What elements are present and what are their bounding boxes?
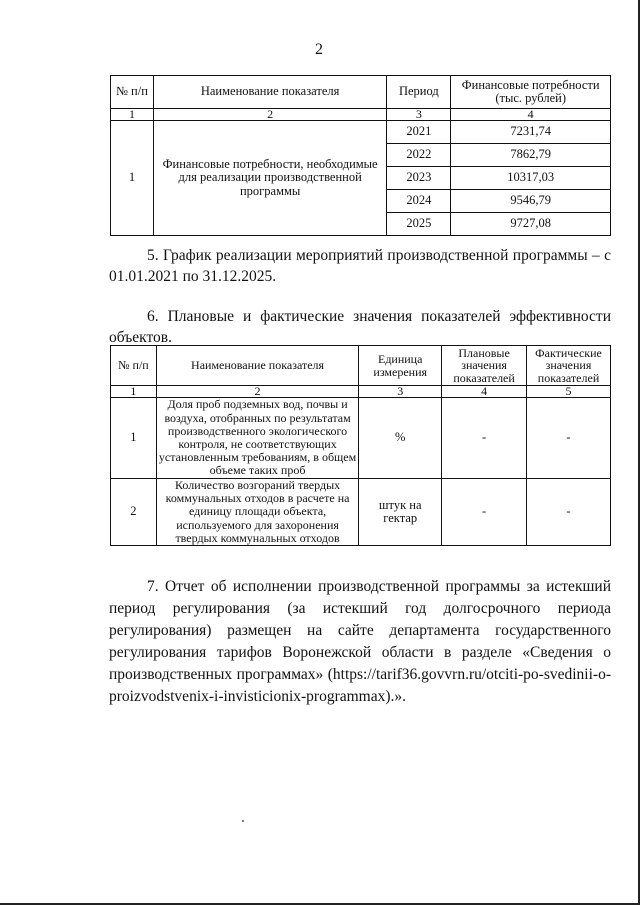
page-number: 2: [315, 41, 323, 58]
paragraph-text: 5. График реализации мероприятий производственной программы – с: [147, 247, 611, 264]
header-cell: Фактические значения показателей: [527, 346, 611, 386]
scan-speck: [242, 820, 244, 822]
column-number: 3: [387, 109, 451, 121]
indicator-name: Количество возгораний твердых коммунальных отходов в расчете на единицу площади объекта, используемого для захоронения твердых коммунальных отходов: [156, 479, 358, 546]
column-number-row: [111, 109, 611, 121]
column-number: 1: [111, 109, 154, 121]
period-cell: 2022: [387, 144, 451, 167]
value-cell: 10317,03: [451, 167, 611, 190]
table-row: [111, 121, 611, 144]
plan-value-cell: -: [442, 479, 527, 546]
header-cell: Наименование показателя: [156, 346, 358, 386]
plan-value-cell: -: [442, 398, 527, 479]
header-cell: Единица измерения: [359, 346, 442, 386]
paragraph-line: [109, 306, 611, 327]
period-cell: 2025: [387, 213, 451, 236]
financial-needs-table: [110, 75, 611, 236]
period-cell: 2024: [387, 190, 451, 213]
paragraph-line: [109, 576, 611, 598]
section-5-paragraph: [109, 245, 611, 287]
section-7-paragraph: [109, 576, 611, 708]
header-cell: Период: [387, 76, 451, 109]
table-row: [111, 398, 611, 479]
table-row: [111, 479, 611, 546]
fact-value-cell: -: [527, 479, 611, 546]
paragraph-text: 6. Плановые и фактические значения показателей эффективности: [147, 308, 611, 325]
paragraph-line: 01.01.2021 по 31.12.2025.: [109, 268, 277, 285]
paragraph-line: период регулирования (за истекший год долгосрочного периода: [109, 600, 611, 617]
header-cell: Наименование показателя: [153, 76, 387, 109]
row-number: 1: [111, 121, 154, 236]
fact-value-cell: -: [527, 398, 611, 479]
column-number-row: [111, 386, 611, 398]
paragraph-line: [109, 245, 611, 266]
column-number: 2: [153, 109, 387, 121]
header-cell: № п/п: [111, 346, 157, 386]
indicator-name: Финансовые потребности, необходимые для реализации производственной программы: [153, 121, 387, 236]
column-number: 5: [527, 386, 611, 398]
value-cell: 7231,74: [451, 121, 611, 144]
paragraph-line: производственных программах» (https://tarif36.govvrn.ru/otciti-po-svedinii-o-: [109, 666, 611, 683]
column-number: 3: [359, 386, 442, 398]
column-number: 2: [156, 386, 358, 398]
value-cell: 9546,79: [451, 190, 611, 213]
table-header-row: [111, 76, 611, 109]
value-cell: 9727,08: [451, 213, 611, 236]
period-cell: 2023: [387, 167, 451, 190]
column-number: 4: [451, 109, 611, 121]
value-cell: 7862,79: [451, 144, 611, 167]
paragraph-line: proizvodstvenix-i-invisticionix-programmax).».: [109, 688, 407, 705]
column-number: 4: [442, 386, 527, 398]
row-number: 2: [111, 479, 157, 546]
paragraph-text: 7. Отчет об исполнении производственной программы за истекший: [147, 578, 611, 595]
unit-cell: штук на гектар: [359, 479, 442, 546]
efficiency-indicators-table: [110, 345, 611, 546]
indicator-name: Доля проб подземных вод, почвы и воздуха, отобранных по результатам производственного экологического контроля, не соответствующих установленным требованиям, в общем объеме таких проб: [156, 398, 358, 479]
paragraph-line: объектов.: [109, 329, 172, 346]
header-cell: Финансовые потребности (тыс. рублей): [451, 76, 611, 109]
unit-cell: %: [359, 398, 442, 479]
period-cell: 2021: [387, 121, 451, 144]
header-cell: Плановые значения показателей: [442, 346, 527, 386]
paragraph-line: регулирования тарифов Воронежской области в разделе «Сведения о: [109, 644, 611, 661]
section-6-paragraph: [109, 306, 611, 348]
header-cell: № п/п: [111, 76, 154, 109]
row-number: 1: [111, 398, 157, 479]
paragraph-line: регулирования) размещен на сайте департамента государственного: [109, 622, 611, 639]
table-header-row: [111, 346, 611, 386]
column-number: 1: [111, 386, 157, 398]
